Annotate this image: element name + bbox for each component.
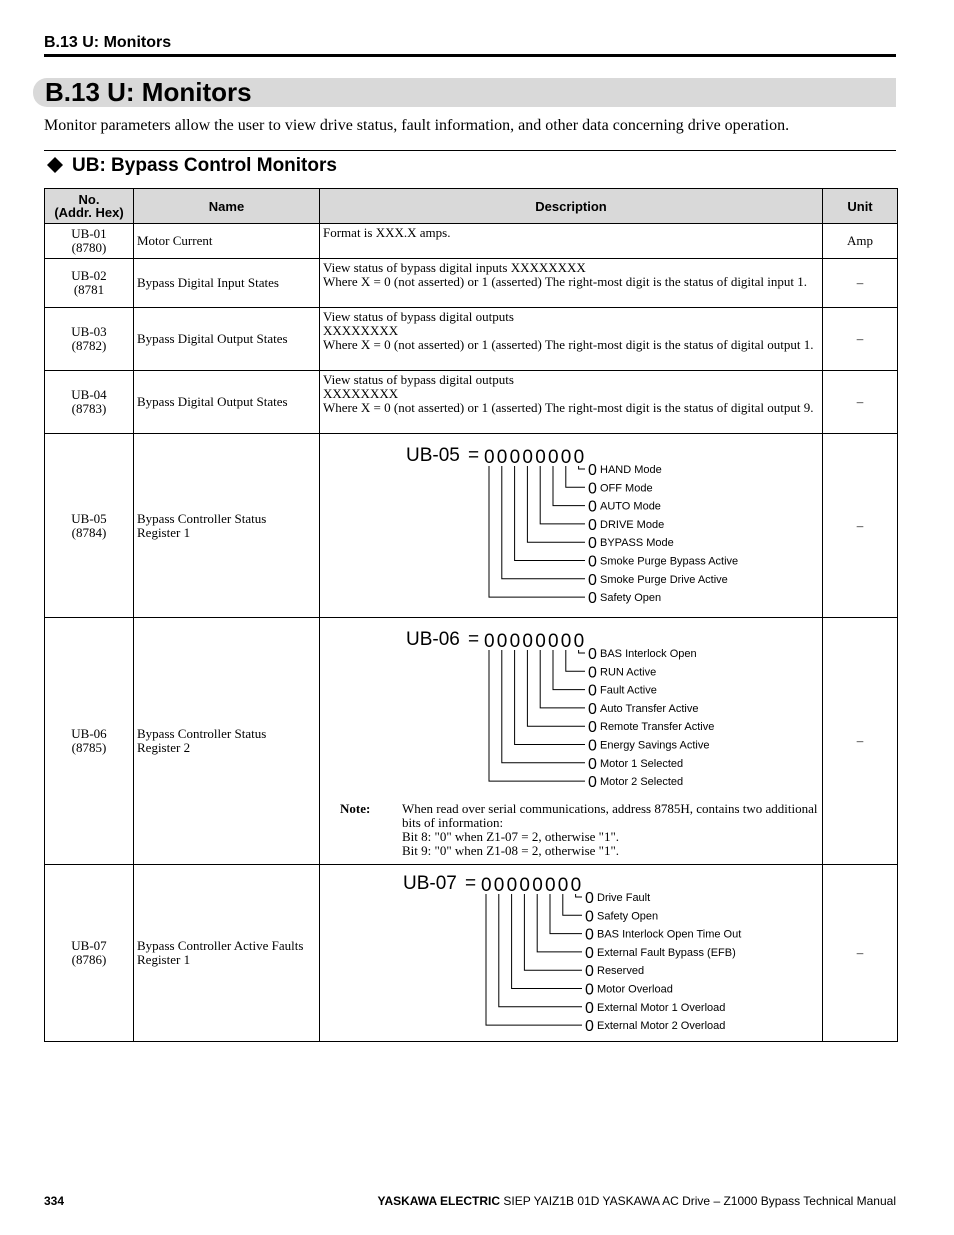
table-row	[45, 371, 898, 434]
bit-diagram-group	[406, 445, 738, 607]
bit-leader-line	[512, 894, 582, 989]
bit-label: RUN Active	[600, 666, 657, 679]
col-header-unit: Unit	[823, 189, 898, 224]
param-name: Bypass Digital Input States	[134, 259, 320, 308]
bit-digit: 0	[560, 447, 572, 468]
bit-digit: 0	[496, 447, 508, 468]
bit-label: Motor Overload	[597, 983, 673, 996]
bit-digit: 0	[509, 631, 521, 652]
bit-label: BAS Interlock Open Time Out	[597, 928, 742, 941]
bit-label: Drive Fault	[597, 892, 651, 904]
bit-leader-line	[540, 466, 585, 524]
table-header-row	[45, 189, 898, 224]
param-unit: –	[823, 259, 898, 308]
bit-diagram	[320, 865, 821, 1041]
footer-text	[378, 1194, 896, 1208]
bit-value: 0	[588, 664, 597, 682]
equals-sign: =	[468, 445, 480, 466]
col-header-description: Description	[320, 189, 823, 224]
param-description: Format is XXX.X amps.	[320, 224, 823, 259]
param-number: UB-01 (8780)	[45, 224, 134, 259]
col-header-no: No. (Addr. Hex)	[45, 189, 134, 224]
param-description: View status of bypass digital outputs XXXXXXXX Where X = 0 (not asserted) or 1 (asserted) The right-most digit is the status of digital output 9.	[320, 371, 823, 434]
note-label: Note:	[340, 801, 371, 816]
equals-sign: =	[468, 629, 480, 650]
param-unit: –	[823, 865, 898, 1042]
bit-label: DRIVE Mode	[600, 518, 665, 531]
bit-leader-line	[537, 894, 582, 952]
bit-value: 0	[585, 944, 594, 962]
bit-digit: 0	[506, 875, 518, 896]
register-label: UB-06	[406, 629, 460, 650]
param-name: Bypass Digital Output States	[134, 308, 320, 371]
bit-label: External Fault Bypass (EFB)	[597, 946, 736, 959]
param-number: UB-05 (8784)	[45, 434, 134, 618]
bit-value: 0	[588, 682, 597, 700]
bit-value: 0	[585, 908, 594, 926]
bit-value: 0	[585, 999, 594, 1017]
bit-label: Smoke Purge Drive Active	[600, 573, 728, 586]
bit-label: Auto Transfer Active	[600, 702, 699, 715]
param-name: Bypass Controller Active Faults Register 1	[134, 865, 320, 1042]
bit-digit: 0	[484, 447, 495, 468]
bit-leader-line	[550, 894, 582, 934]
bit-value: 0	[588, 737, 597, 755]
param-description: View status of bypass digital inputs XXXXXXXX Where X = 0 (not asserted) or 1 (asserted) The right-most digit is the status of digital input 1.	[320, 259, 823, 308]
bit-diagram-cell	[320, 618, 823, 865]
bit-leader-line	[489, 466, 585, 597]
table-row	[45, 434, 898, 618]
bit-label: BAS Interlock Open	[600, 648, 697, 660]
bit-digit: 0	[509, 447, 521, 468]
subsection-title: UB: Bypass Control Monitors	[72, 155, 337, 176]
bit-label: External Motor 1 Overload	[597, 1001, 726, 1014]
bit-value: 0	[588, 700, 597, 718]
page-number: 334	[44, 1194, 65, 1208]
bit-digit: 0	[573, 447, 585, 468]
bit-label: BYPASS Mode	[600, 537, 674, 550]
bit-digit: 0	[570, 875, 582, 896]
table-row	[45, 618, 898, 865]
param-number: UB-07 (8786)	[45, 865, 134, 1042]
bit-digit: 0	[548, 631, 559, 652]
bit-digit: 0	[560, 631, 572, 652]
param-number: UB-06 (8785)	[45, 618, 134, 865]
bit-diagram	[320, 434, 821, 616]
bit-label: HAND Mode	[600, 464, 662, 476]
param-unit: –	[823, 308, 898, 371]
bit-leader-line	[553, 650, 585, 690]
param-number: UB-03 (8782)	[45, 308, 134, 371]
bit-digit: 0	[535, 447, 546, 468]
param-description: View status of bypass digital outputs XXXXXXXX Where X = 0 (not asserted) or 1 (asserted) The right-most digit is the status of digital output 1.	[320, 308, 823, 371]
bit-label: Safety Open	[597, 910, 659, 923]
bit-digit: 0	[493, 875, 505, 896]
bit-leader-line	[515, 650, 585, 745]
param-number: UB-04 (8783)	[45, 371, 134, 434]
bit-label: Reserved	[597, 965, 645, 978]
bit-label: OFF Mode	[600, 482, 653, 495]
header-rule	[44, 54, 896, 57]
param-unit: –	[823, 618, 898, 865]
bit-digit: 0	[481, 875, 492, 896]
bit-diagram-cell	[320, 434, 823, 618]
bit-value: 0	[588, 755, 597, 773]
bit-label: Motor 2 Selected	[600, 776, 684, 789]
bit-digit: 0	[557, 875, 569, 896]
bit-label: Energy Savings Active	[600, 739, 710, 752]
bit-leader-line	[553, 466, 585, 506]
equals-sign: =	[465, 873, 477, 894]
bit-label: Motor 1 Selected	[600, 757, 684, 770]
bit-value: 0	[585, 981, 594, 999]
param-name: Motor Current	[134, 224, 320, 259]
table-row	[45, 224, 898, 259]
bit-value: 0	[588, 498, 597, 516]
bit-label: Fault Active	[600, 684, 657, 697]
bit-value: 0	[588, 646, 597, 663]
register-label: UB-07	[403, 873, 457, 894]
bit-label: Smoke Purge Bypass Active	[600, 555, 739, 568]
bit-diagram-cell	[320, 865, 823, 1042]
bit-label: Remote Transfer Active	[600, 721, 715, 734]
param-unit: –	[823, 371, 898, 434]
bit-diagram	[320, 618, 821, 800]
table-row	[45, 259, 898, 308]
param-name: Bypass Digital Output States	[134, 371, 320, 434]
param-name: Bypass Controller Status Register 2	[134, 618, 320, 865]
running-head: B.13 U: Monitors	[44, 34, 172, 51]
bit-diagram-group	[406, 629, 714, 791]
bit-digit: 0	[548, 447, 559, 468]
footer-manual: SIEP YAIZ1B 01D YASKAWA AC Drive – Z1000 Bypass Technical Manual	[500, 1194, 896, 1208]
bit-leader-line	[524, 894, 582, 970]
bit-value: 0	[588, 480, 597, 498]
bit-value: 0	[585, 963, 594, 981]
bit-leader-line	[515, 466, 585, 561]
bit-digit: 0	[484, 631, 495, 652]
bit-digit: 0	[519, 875, 530, 896]
bit-label: AUTO Mode	[600, 500, 661, 513]
bit-value: 0	[588, 462, 597, 479]
bit-value: 0	[588, 719, 597, 737]
bit-leader-line	[527, 466, 585, 542]
param-name: Bypass Controller Status Register 1	[134, 434, 320, 618]
bit-value: 0	[588, 535, 597, 553]
bit-diagram-group	[403, 873, 741, 1035]
diamond-bullet-icon	[47, 157, 63, 173]
bit-value: 0	[585, 926, 594, 944]
col-header-name: Name	[134, 189, 320, 224]
bit-value: 0	[588, 553, 597, 571]
bit-digit: 0	[496, 631, 508, 652]
register-label: UB-05	[406, 445, 460, 466]
param-number: UB-02 (8781	[45, 259, 134, 308]
monitor-table	[44, 188, 898, 1042]
bit-value: 0	[585, 890, 594, 907]
bit-value: 0	[588, 516, 597, 534]
param-unit: Amp	[823, 224, 898, 259]
param-unit: –	[823, 434, 898, 618]
bit-digit: 0	[535, 631, 546, 652]
bit-value: 0	[588, 571, 597, 589]
bit-value: 0	[588, 590, 597, 608]
table-row	[45, 308, 898, 371]
bit-label: External Motor 2 Overload	[597, 1020, 726, 1033]
bit-leader-line	[527, 650, 585, 726]
bit-leader-line	[540, 650, 585, 708]
section-title: B.13 U: Monitors	[45, 77, 252, 107]
bit-label: Safety Open	[600, 592, 662, 605]
bit-digit: 0	[545, 875, 556, 896]
bit-digit: 0	[532, 875, 543, 896]
bit-leader-line	[489, 650, 585, 781]
note-text: When read over serial communications, address 8785H, contains two additional bits of information: Bit 8: "0" when Z1-07 = 2, otherwise "1". Bit 9: "0" when Z1-08 = 2, otherwise "1".	[402, 801, 818, 858]
bit-leader-line	[486, 894, 582, 1025]
bit-value: 0	[588, 774, 597, 792]
bit-digit: 0	[522, 631, 533, 652]
intro-paragraph: Monitor parameters allow the user to view drive status, fault information, and other data concerning drive operation.	[44, 117, 790, 134]
subsection-rule	[44, 150, 896, 151]
bit-digit: 0	[522, 447, 533, 468]
bit-value: 0	[585, 1018, 594, 1036]
bit-digit: 0	[573, 631, 585, 652]
table-row	[45, 865, 898, 1042]
footer-brand: YASKAWA ELECTRIC	[377, 1194, 501, 1208]
